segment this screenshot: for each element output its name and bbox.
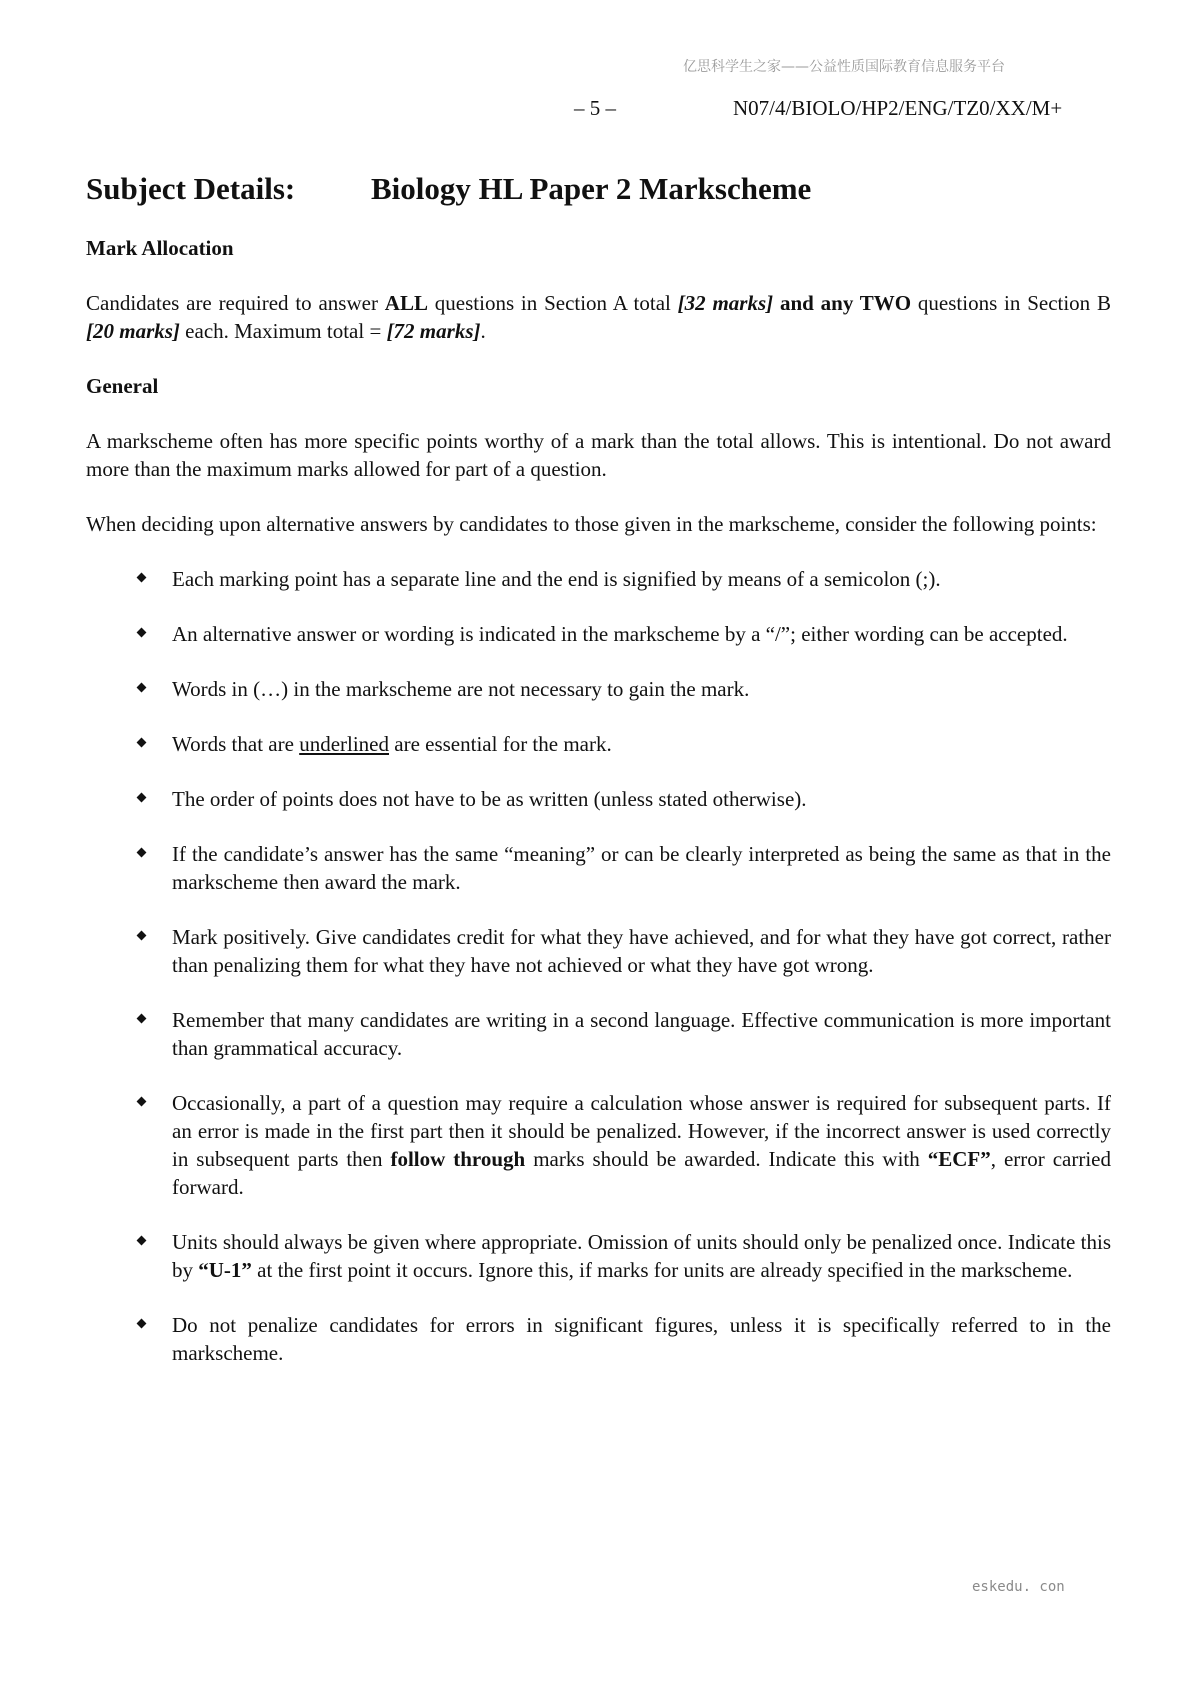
subject-label: Subject Details: [86, 171, 296, 206]
text-run: Occasionally, a part of a question may require a calculation whose answer is required for subsequent parts. If an error is made in the first part then it should be penalized. However, if the incorrect answer is used correctly in subsequent parts then [172, 1091, 1111, 1171]
text-run: questions in Section A total [427, 291, 678, 315]
text-bold: “U-1” [198, 1258, 252, 1282]
document-code: N07/4/BIOLO/HP2/ENG/TZ0/XX/M+ [733, 96, 1063, 120]
list-item-text: Mark positively. Give candidates credit for what they have achieved, and for what they have got correct, rather than penalizing them for what they have not achieved or what they have got wrong. [172, 925, 1111, 977]
text-run: at the first point it occurs. Ignore this, if marks for units are already specified in the markscheme. [251, 1258, 1073, 1282]
document-body [86, 170, 1111, 1394]
diamond-bullet-icon [137, 793, 147, 803]
list-item [86, 1006, 1111, 1062]
general-heading: General [86, 374, 159, 398]
marking-points-list [86, 565, 1111, 1367]
list-item [86, 1311, 1111, 1367]
diamond-bullet-icon [137, 628, 147, 638]
underlined-text: underlined [299, 732, 389, 756]
list-item [86, 840, 1111, 896]
list-item-text: If the candidate’s answer has the same “meaning” or can be clearly interpreted as being the same as that in the markscheme then award the mark. [172, 842, 1111, 894]
general-paragraph-2: When deciding upon alternative answers by candidates to those given in the markscheme, consider the following points: [86, 512, 1097, 536]
diamond-bullet-icon [137, 848, 147, 858]
list-item-text [172, 1089, 1111, 1201]
diamond-bullet-icon [137, 1319, 147, 1329]
marks-section-a: [32 marks] [677, 291, 774, 315]
subject-value: Biology HL Paper 2 Markscheme [371, 171, 812, 206]
text-run: marks should be awarded. Indicate this with [525, 1147, 928, 1171]
diamond-bullet-icon [137, 683, 147, 693]
list-item-text [172, 1228, 1111, 1284]
list-item [86, 730, 1111, 758]
text-run: each. Maximum total = [179, 319, 387, 343]
list-item-text: Words in (…) in the markscheme are not necessary to gain the mark. [172, 677, 750, 701]
list-item-text: Do not penalize candidates for errors in significant figures, unless it is specifically referred to in the markscheme. [172, 1313, 1111, 1365]
general-paragraph-1: A markscheme often has more specific points worthy of a mark than the total allows. This is intentional. Do not award more than the maximum marks allowed for part of a question. [86, 429, 1111, 481]
diamond-bullet-icon [137, 573, 147, 583]
subject-details [86, 170, 1111, 208]
text-run: Words that are [172, 732, 300, 756]
list-item-text: The order of points does not have to be as written (unless stated otherwise). [172, 787, 807, 811]
diamond-bullet-icon [137, 1236, 147, 1246]
diamond-bullet-icon [137, 1014, 147, 1024]
list-item-text: Remember that many candidates are writing in a second language. Effective communication is more important than grammatical accuracy. [172, 1008, 1111, 1060]
list-item [86, 1089, 1111, 1201]
diamond-bullet-icon [137, 931, 147, 941]
text-run: Candidates are required to answer [86, 291, 385, 315]
mark-allocation-heading: Mark Allocation [86, 236, 234, 260]
text-run: Units should always be given where appropriate. Omission of units should only be penalized once. Indicate this by [172, 1230, 1111, 1282]
list-item [86, 675, 1111, 703]
text-run: are essential for the mark. [389, 732, 612, 756]
page-number: – 5 – [574, 96, 616, 120]
diamond-bullet-icon [137, 1097, 147, 1107]
list-item [86, 1228, 1111, 1284]
list-item [86, 565, 1111, 593]
mark-allocation-paragraph [86, 289, 1111, 345]
text-run: . [480, 319, 486, 343]
list-item-text [172, 730, 1111, 758]
marks-section-b: [20 marks] [86, 319, 180, 343]
diamond-bullet-icon [137, 738, 147, 748]
text-bold: ALL [384, 291, 428, 315]
text-bold: follow through [390, 1147, 526, 1171]
list-item [86, 785, 1111, 813]
text-run: , error carried forward. [172, 1147, 1111, 1199]
list-item [86, 923, 1111, 979]
list-item-text: Each marking point has a separate line and the end is signified by means of a semicolon (;). [172, 567, 941, 591]
list-item [86, 620, 1111, 648]
list-item-text: An alternative answer or wording is indicated in the markscheme by a “/”; either wording can be accepted. [172, 622, 1068, 646]
text-bold: “ECF” [927, 1147, 991, 1171]
marks-total: [72 marks] [386, 319, 481, 343]
text-run: questions in Section B [911, 291, 1112, 315]
text-bold: and any TWO [773, 291, 912, 315]
watermark-text: 亿思科学生之家——公益性质国际教育信息服务平台 [683, 59, 1005, 75]
footer-brand: eskedu. con [972, 1579, 1065, 1595]
